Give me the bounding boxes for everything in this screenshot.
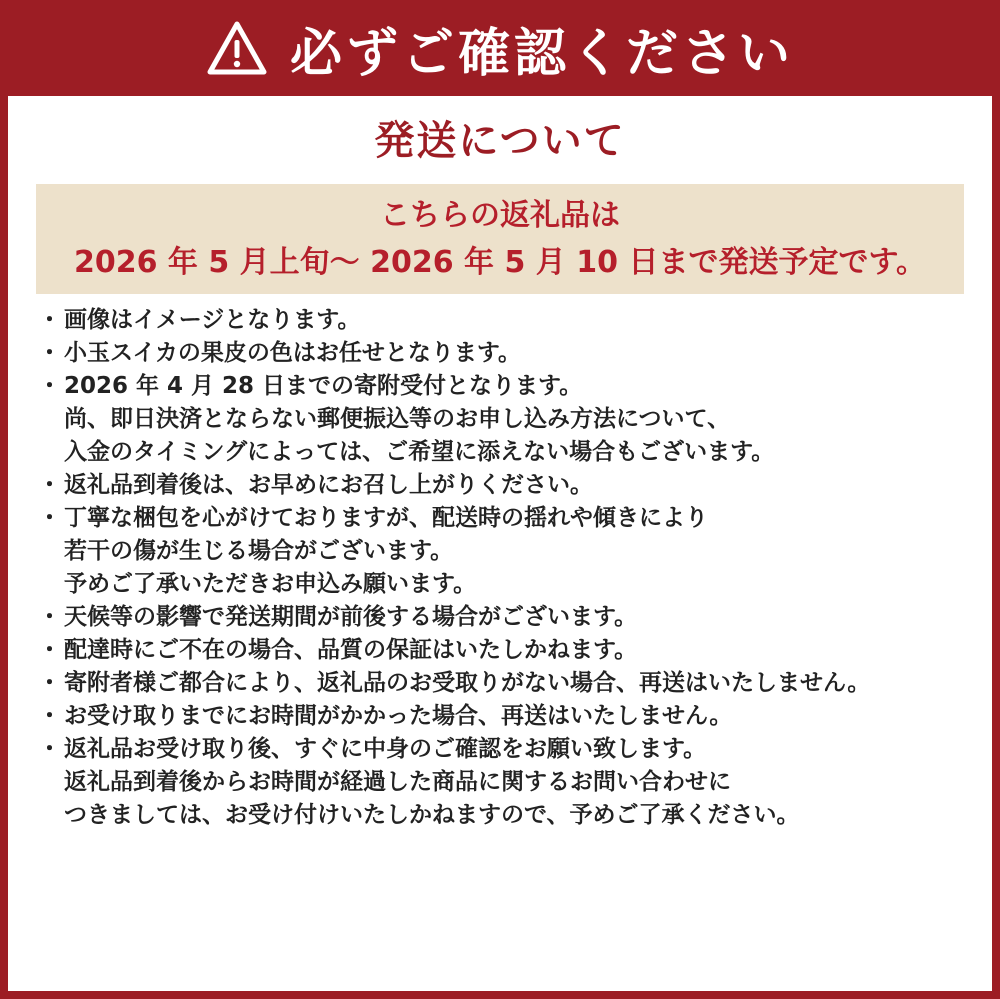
- header-title: 必ずご確認ください: [289, 23, 794, 84]
- bullet-marker: ・: [38, 604, 61, 630]
- list-item-line: 尚、即日決済とならない郵便振込等のお申し込み方法について、: [64, 406, 731, 432]
- bullet-marker: ・: [38, 472, 61, 498]
- list-item: [38, 667, 992, 700]
- list-item-line: 入金のタイミングによっては、ご希望に添えない場合もございます。: [64, 439, 775, 465]
- list-item: [38, 337, 992, 370]
- notice-line-2: 2026 年 5 月上旬～ 2026 年 5 月 10 日まで発送予定です。: [73, 245, 927, 280]
- bullet-marker: ・: [38, 505, 61, 531]
- list-item: [38, 304, 992, 337]
- bullet-marker: ・: [38, 736, 61, 762]
- list-item-line: 天候等の影響で発送期間が前後する場合がございます。: [64, 604, 638, 630]
- list-item: [38, 370, 992, 469]
- shipping-notice-box: [36, 184, 964, 294]
- list-item-line: 小玉スイカの果皮の色はお任せとなります。: [64, 340, 522, 366]
- list-item-line: 返礼品到着後からお時間が経過した商品に関するお問い合わせに: [64, 769, 731, 795]
- list-item: [38, 634, 992, 667]
- content-panel: [8, 96, 992, 991]
- bullet-marker: ・: [38, 637, 61, 663]
- list-item-line: 配達時にご不在の場合、品質の保証はいたしかねます。: [64, 637, 638, 663]
- list-item-line: 返礼品到着後は、お早めにお召し上がりください。: [64, 472, 593, 498]
- list-item-line: つきましては、お受け付けいたしかねますので、予めご了承ください。: [64, 802, 800, 828]
- list-item: [38, 469, 992, 502]
- list-item: [38, 700, 992, 733]
- bullet-marker: ・: [38, 340, 61, 366]
- bullet-marker: ・: [38, 670, 61, 696]
- list-item-line: 寄附者様ご都合により、返礼品のお受取りがない場合、再送はいたしません。: [64, 670, 871, 696]
- warning-triangle-icon: [206, 20, 268, 76]
- notes-list: [8, 304, 992, 832]
- list-item-line: 画像はイメージとなります。: [64, 307, 361, 333]
- section-title: 発送について: [374, 118, 626, 164]
- bullet-marker: ・: [38, 307, 61, 333]
- bullet-marker: ・: [38, 373, 61, 399]
- list-item-line: お受け取りまでにお時間がかかった場合、再送はいたしません。: [64, 703, 733, 729]
- list-item: [38, 601, 992, 634]
- notice-line-1: こちらの返礼品は: [380, 198, 620, 233]
- list-item-line: 返礼品お受け取り後、すぐに中身のご確認をお願い致します。: [64, 736, 707, 762]
- list-item: [38, 733, 992, 832]
- list-item: [38, 502, 992, 601]
- header-banner: [8, 0, 992, 96]
- bullet-marker: ・: [38, 703, 61, 729]
- list-item-line: 予めご了承いただきお申込み願います。: [64, 571, 477, 597]
- list-item-line: 丁寧な梱包を心がけておりますが、配送時の揺れや傾きにより: [64, 505, 708, 531]
- list-item-line: 若干の傷が生じる場合がございます。: [64, 538, 454, 564]
- list-item-line: 2026 年 4 月 28 日までの寄附受付となります。: [64, 373, 583, 399]
